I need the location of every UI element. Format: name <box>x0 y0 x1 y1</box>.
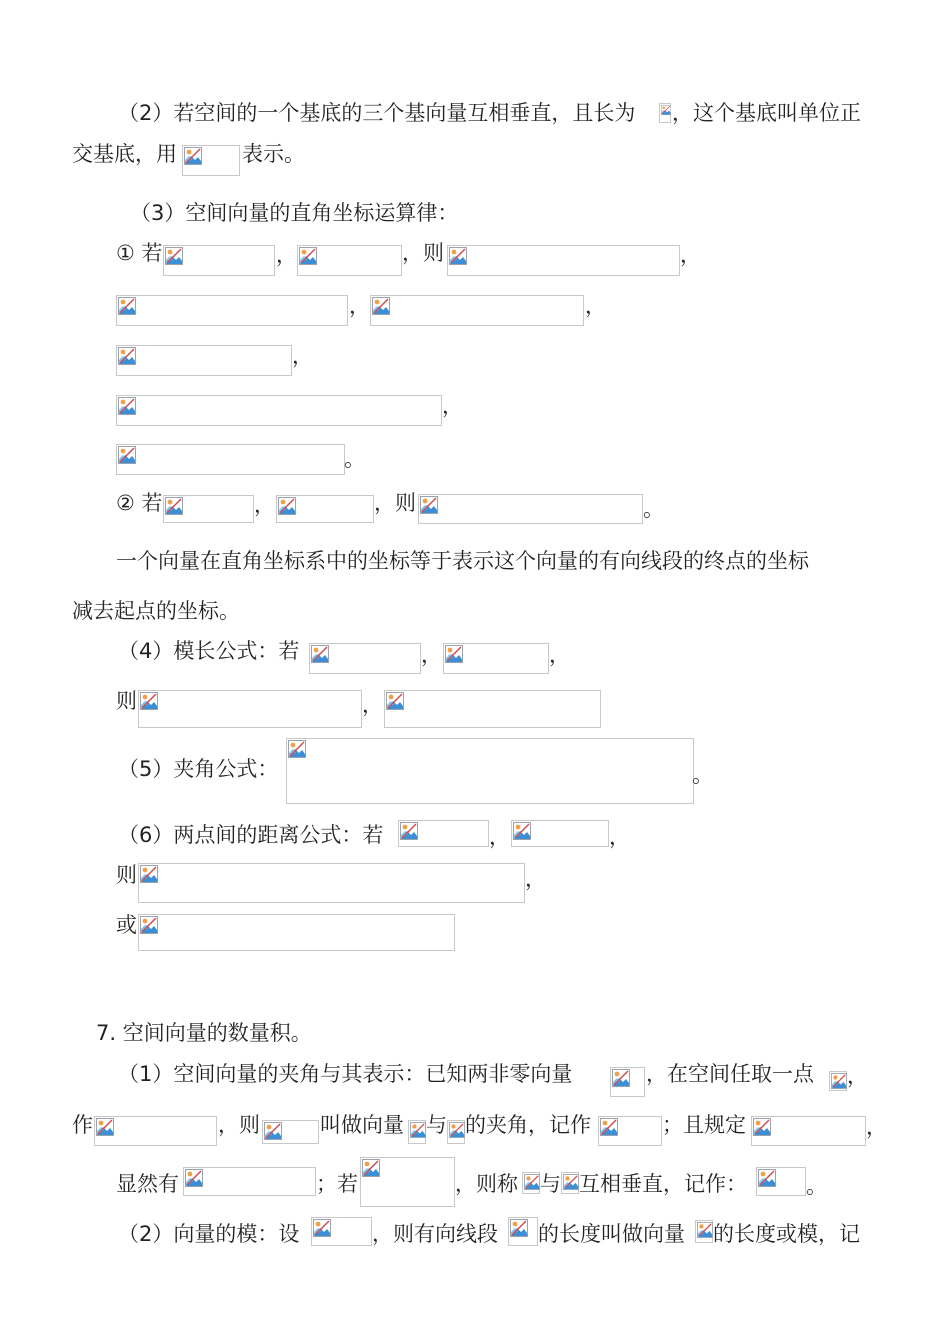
image-placeholder <box>610 1067 645 1097</box>
text-jiao-b: 的夹角，记作 <box>465 1113 591 1137</box>
text-period: 。 <box>806 1174 827 1198</box>
text-zuo: 作 <box>72 1113 93 1137</box>
text-comma: ， <box>680 243 701 267</box>
text-comma: ， <box>254 493 275 517</box>
text-chengyu: ，则称 <box>455 1172 518 1196</box>
text-huo: 或 <box>116 913 137 937</box>
text-s7: 7. 空间向量的数量积。 <box>96 1021 312 1045</box>
image-placeholder <box>561 1172 579 1194</box>
text-s7-2b: ，则有向线段 <box>372 1222 498 1246</box>
text-p4: （4）模长公式：若 <box>118 639 300 663</box>
text-p2c: 交基底，用 <box>72 142 177 166</box>
text-period: 。 <box>643 497 664 521</box>
text-para-b: 减去起点的坐标。 <box>72 599 240 623</box>
text-p5: （5）夹角公式： <box>118 757 279 781</box>
image-placeholder <box>116 295 348 326</box>
text-jiao-a: 叫做向量 <box>320 1113 404 1137</box>
text-para-a: 一个向量在直角坐标系中的坐标等于表示这个向量的有向线段的终点的坐标 <box>116 549 809 573</box>
image-placeholder <box>695 1220 713 1243</box>
text-r1-ruo: ① 若 <box>116 241 163 265</box>
text-yu: 与 <box>540 1172 561 1196</box>
text-comma: ， <box>292 344 313 368</box>
text-comma: ， <box>276 243 297 267</box>
image-placeholder <box>182 145 240 176</box>
image-placeholder <box>408 1120 426 1144</box>
text-chuizhi: 互相垂直，记作： <box>579 1172 747 1196</box>
text-ze: ，则 <box>374 491 416 515</box>
text-p3: （3）空间向量的直角坐标运算律： <box>130 201 459 225</box>
image-placeholder <box>163 495 254 523</box>
image-placeholder <box>598 1116 662 1146</box>
text-s7-1a: （1）空间向量的夹角与其表示：已知两非零向量 <box>118 1062 573 1086</box>
text-semi-ruo: ；若 <box>316 1172 358 1196</box>
image-placeholder <box>138 690 362 728</box>
text-comma: ， <box>609 825 630 849</box>
text-xianran: 显然有 <box>116 1172 179 1196</box>
text-ze: ，则 <box>218 1113 260 1137</box>
image-placeholder <box>384 690 601 728</box>
text-ze-start: 则 <box>116 863 137 887</box>
text-r2-ruo: ② 若 <box>116 491 163 515</box>
text-comma: ， <box>525 867 546 891</box>
text-p2b: ，这个基底叫单位正 <box>672 101 861 125</box>
image-placeholder <box>447 1120 465 1144</box>
image-placeholder <box>309 643 421 674</box>
image-placeholder <box>508 1217 538 1246</box>
image-placeholder <box>311 1217 372 1246</box>
image-placeholder <box>276 495 374 523</box>
text-s7-2d: 的长度或模，记 <box>713 1222 860 1246</box>
image-placeholder <box>297 245 402 276</box>
text-period: 。 <box>692 763 713 787</box>
image-placeholder <box>511 820 609 847</box>
text-comma: ， <box>585 294 606 318</box>
image-placeholder <box>522 1172 540 1194</box>
image-placeholder <box>398 820 489 847</box>
image-placeholder <box>360 1157 455 1207</box>
text-yu: 与 <box>426 1113 447 1137</box>
text-p2d: 表示。 <box>242 142 305 166</box>
text-s7-2c: 的长度叫做向量 <box>538 1222 685 1246</box>
image-placeholder <box>286 738 694 804</box>
image-placeholder <box>116 345 292 376</box>
image-placeholder <box>138 914 455 951</box>
image-placeholder <box>370 295 584 326</box>
text-guiding: ；且规定 <box>662 1113 746 1137</box>
text-s7-2a: （2）向量的模：设 <box>118 1222 300 1246</box>
text-ze-start: 则 <box>116 689 137 713</box>
text-p2a: （2）若空间的一个基底的三个基向量互相垂直，且长为 <box>118 101 636 125</box>
text-comma: ， <box>489 825 510 849</box>
image-placeholder <box>183 1167 316 1196</box>
text-period: 。 <box>344 447 365 471</box>
image-placeholder <box>829 1071 847 1091</box>
image-placeholder <box>756 1167 806 1196</box>
image-placeholder <box>138 863 525 903</box>
image-placeholder <box>659 103 671 123</box>
image-placeholder <box>751 1116 866 1146</box>
text-s7-1b: ，在空间任取一点 <box>646 1062 814 1086</box>
image-placeholder <box>418 494 643 524</box>
image-placeholder <box>163 245 275 276</box>
text-comma: ， <box>847 1064 868 1088</box>
text-comma: ， <box>349 294 370 318</box>
text-comma: ， <box>362 693 383 717</box>
text-comma: ， <box>421 643 442 667</box>
image-placeholder <box>447 245 680 276</box>
image-placeholder <box>262 1120 319 1144</box>
text-comma: ， <box>442 394 463 418</box>
image-placeholder <box>116 444 345 475</box>
text-comma: ， <box>866 1115 887 1139</box>
text-ze: ，则 <box>402 241 444 265</box>
image-placeholder <box>94 1116 217 1146</box>
image-placeholder <box>443 643 549 674</box>
text-p6: （6）两点间的距离公式：若 <box>118 823 384 847</box>
text-comma: ， <box>549 643 570 667</box>
image-placeholder <box>116 395 442 426</box>
